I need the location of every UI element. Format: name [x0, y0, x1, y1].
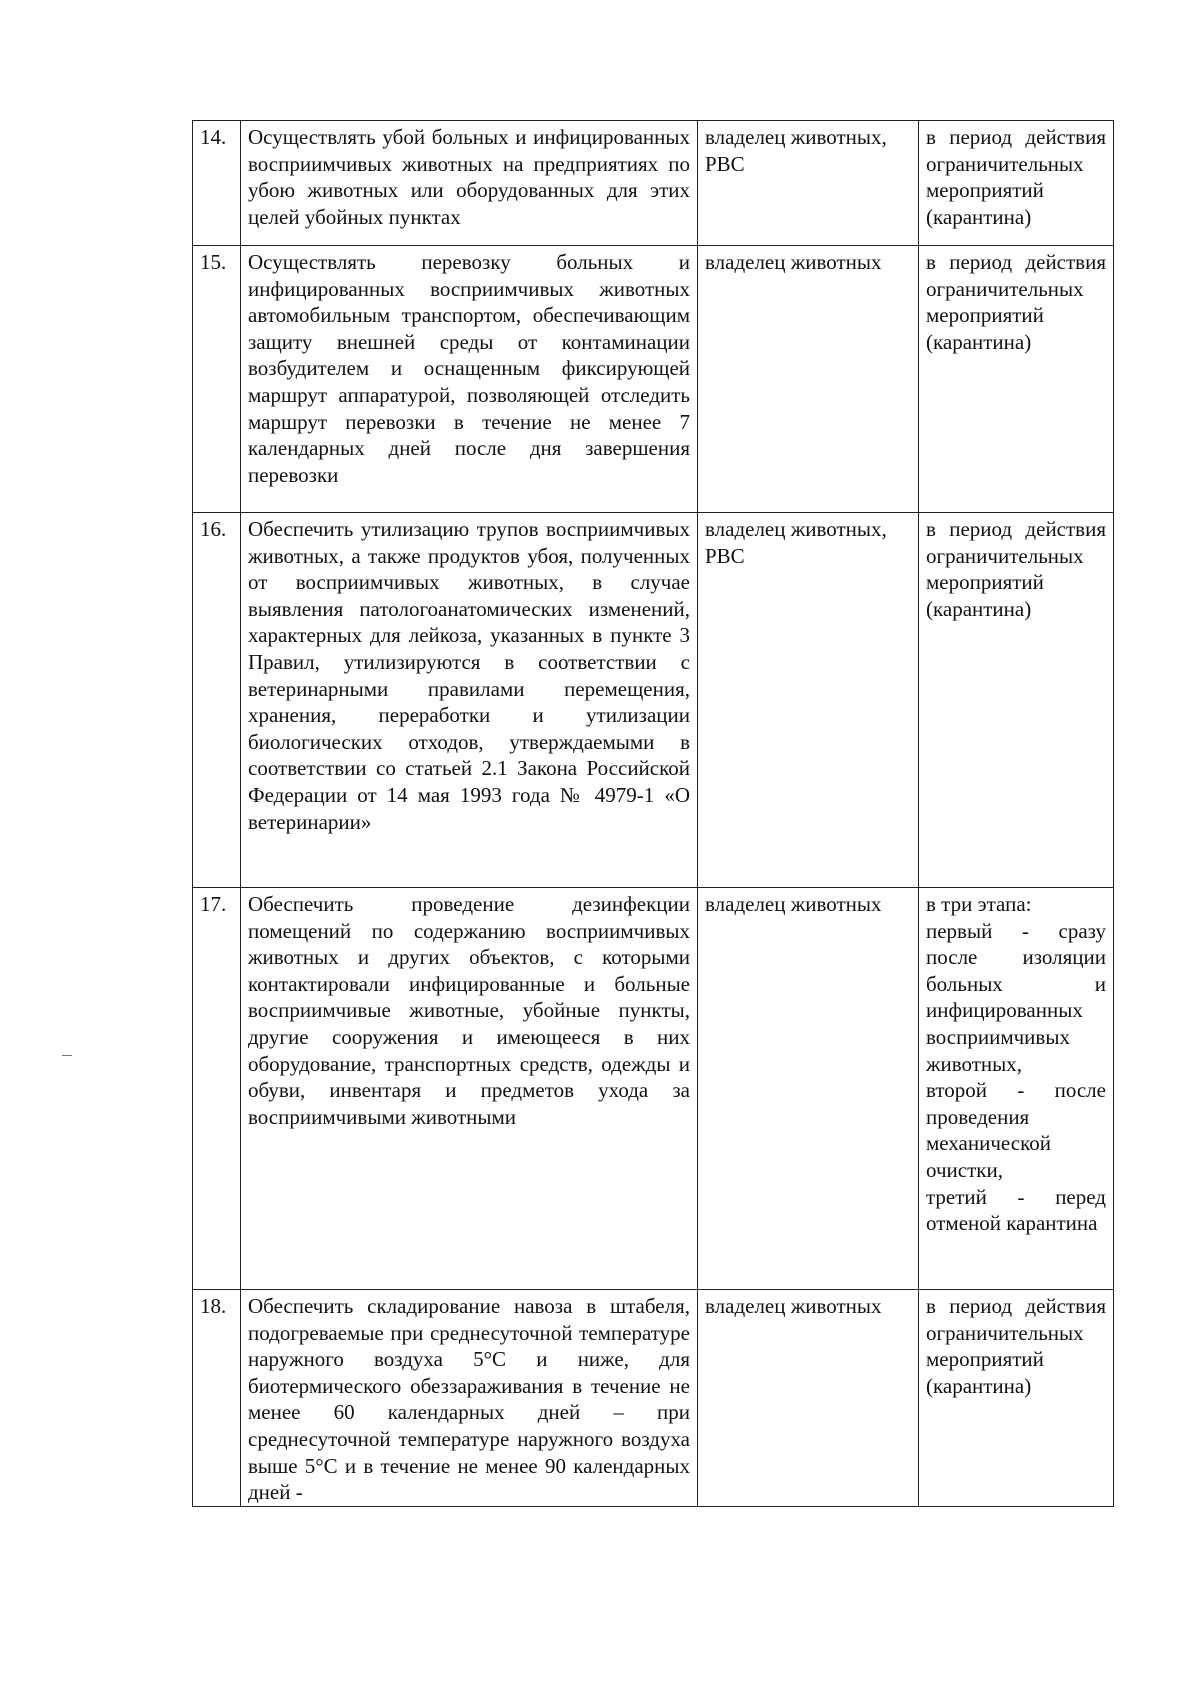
table-row — [193, 888, 1114, 1290]
row-number: 16. — [193, 513, 241, 888]
measure-term: в период действия ограничительных мероприятий (карантина) — [919, 513, 1114, 888]
measure-responsible: владелец животных — [698, 888, 919, 1290]
row-number: 14. — [193, 121, 241, 246]
measure-responsible: владелец животных, РВС — [698, 121, 919, 246]
scan-mark — [62, 1055, 72, 1056]
term-stage-first: первый - сразу после изоляции больных и инфицированных восприимчивых животных, — [926, 918, 1106, 1076]
measure-action: Обеспечить складирование навоза в штабеля, подогреваемые при среднесуточной температуре наружного воздуха 5°С и ниже, для биотермического обеззараживания в течение не менее 60 календарных дней – при среднесуточной температуре наружного воздуха выше 5°С и в течение не менее 90 календарных дней - — [241, 1290, 698, 1507]
term-stage-intro: в три этапа: — [926, 892, 1032, 916]
measure-action: Обеспечить утилизацию трупов восприимчивых животных, а также продуктов убоя, полученных от восприимчивых животных, в случае выявления патологоанатомических изменений, характерных для лейкоза, указанных в пункте 3 Правил, утилизируются в соответствии с ветеринарными правилами перемещения, хранения, переработки и утилизации биологических отходов, утверждаемыми в соответствии со статьей 2.1 Закона Российской Федерации от 14 мая 1993 года № 4979-1 «О ветеринарии» — [241, 513, 698, 888]
measure-term: в период действия ограничительных мероприятий (карантина) — [919, 1290, 1114, 1507]
table-row — [193, 513, 1114, 888]
measure-responsible: владелец животных, РВС — [698, 513, 919, 888]
table-row — [193, 121, 1114, 246]
measure-responsible: владелец животных — [698, 1290, 919, 1507]
term-stage-third: третий - перед отменой карантина — [926, 1184, 1106, 1236]
measure-term: в период действия ограничительных мероприятий (карантина) — [919, 246, 1114, 513]
measures-table — [192, 120, 1114, 1507]
measure-term: в период действия ограничительных мероприятий (карантина) — [919, 121, 1114, 246]
measure-action: Обеспечить проведение дезинфекции помещений по содержанию восприимчивых животных и других объектов, с которыми контактировали инфицированные и больные восприимчивые животные, убойные пункты, другие сооружения и имеющееся в них оборудование, транспортных средств, одежды и обуви, инвентаря и предметов ухода за восприимчивыми животными — [241, 888, 698, 1290]
measure-action: Осуществлять убой больных и инфицированных восприимчивых животных на предприятиях по убою животных или оборудованных для этих целей убойных пунктах — [241, 121, 698, 246]
table-row — [193, 1290, 1114, 1507]
measure-action: Осуществлять перевозку больных и инфицированных восприимчивых животных автомобильным транспортом, обеспечивающим защиту внешней среды от контаминации возбудителем и оснащенным фиксирующей маршрут аппаратурой, позволяющей отследить маршрут перевозки в течение не менее 7 календарных дней после дня завершения перевозки — [241, 246, 698, 513]
row-number: 17. — [193, 888, 241, 1290]
row-number: 15. — [193, 246, 241, 513]
table-row — [193, 246, 1114, 513]
measure-term-stages — [919, 888, 1114, 1290]
measure-responsible: владелец животных — [698, 246, 919, 513]
row-number: 18. — [193, 1290, 241, 1507]
term-stage-second: второй - после проведения механической очистки, — [926, 1078, 1106, 1182]
